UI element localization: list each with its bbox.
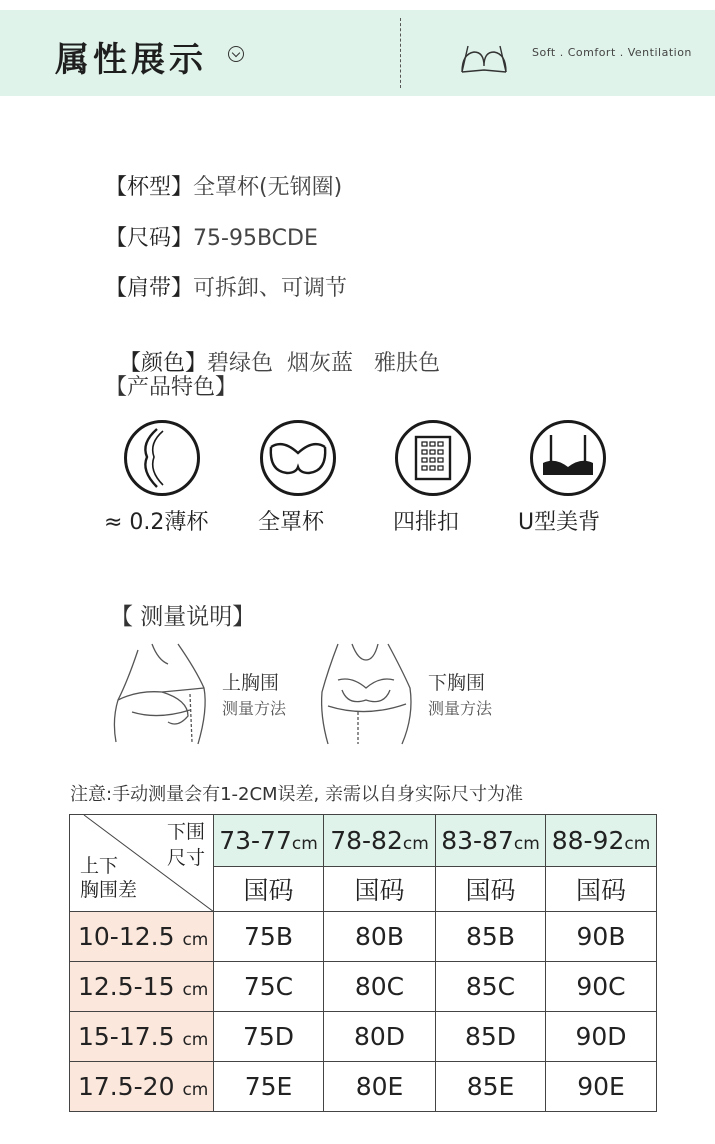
size-cell: 75C xyxy=(214,962,324,1012)
size-table xyxy=(69,814,657,1112)
bust-diff-cell: 15-17.5 cm xyxy=(70,1012,214,1062)
attr-cup-type xyxy=(105,170,342,201)
table-row xyxy=(70,912,657,962)
attr-key: 【颜色】 xyxy=(119,351,208,376)
corner-label: 尺寸 xyxy=(166,847,205,869)
feature-label: 全罩杯 xyxy=(258,510,325,535)
attr-value: 75-95BCDE xyxy=(193,226,318,251)
bust-diff-cell: 12.5-15 cm xyxy=(70,962,214,1012)
guoma-label: 国码 xyxy=(546,867,657,912)
lower-bust-label: 下胸围 xyxy=(428,672,486,694)
size-cell: 80D xyxy=(324,1012,436,1062)
attr-color xyxy=(105,321,440,377)
table-header-row xyxy=(70,815,657,867)
guoma-label: 国码 xyxy=(436,867,546,912)
size-cell: 85E xyxy=(436,1062,546,1112)
corner-label: 上下 xyxy=(80,855,119,877)
attr-value: 全罩杯(无钢圈) xyxy=(193,175,343,200)
size-cell: 85D xyxy=(436,1012,546,1062)
underbust-range: 88-92cm xyxy=(546,815,657,867)
attr-value: 碧绿色 烟灰蓝 雅肤色 xyxy=(207,351,440,376)
attr-key: 【肩带】 xyxy=(105,276,194,301)
guoma-label: 国码 xyxy=(324,867,436,912)
attr-key: 【尺码】 xyxy=(105,226,194,251)
page-title: 属性展示 xyxy=(55,40,207,80)
feature-label: ≈ 0.2薄杯 xyxy=(104,510,209,535)
bust-diff-cell: 17.5-20 cm xyxy=(70,1062,214,1112)
lower-bust-method: 测量方法 xyxy=(428,699,493,718)
lower-bust-figure xyxy=(318,640,418,748)
attr-key: 【杯型】 xyxy=(105,175,194,200)
attr-size xyxy=(105,221,318,252)
measure-note: 注意:手动测量会有1-2CM误差, 亲需以自身实际尺寸为准 xyxy=(70,784,524,805)
size-cell: 90D xyxy=(546,1012,657,1062)
upper-bust-label: 上胸围 xyxy=(222,672,280,694)
corner-label: 下围 xyxy=(166,821,205,843)
size-cell: 80B xyxy=(324,912,436,962)
table-row xyxy=(70,1062,657,1112)
table-corner-cell xyxy=(70,815,214,912)
guoma-label: 国码 xyxy=(214,867,324,912)
header-divider xyxy=(400,18,401,88)
size-cell: 90E xyxy=(546,1062,657,1112)
size-cell: 80E xyxy=(324,1062,436,1112)
underbust-range: 73-77cm xyxy=(214,815,324,867)
size-cell: 75B xyxy=(214,912,324,962)
attr-strap xyxy=(105,271,347,302)
bust-diff-cell: 10-12.5 cm xyxy=(70,912,214,962)
feature-label: 四排扣 xyxy=(393,510,460,535)
measure-title: 【 测量说明】 xyxy=(110,604,256,630)
upper-bust-figure xyxy=(108,640,218,748)
header-tagline: Soft . Comfort . Ventilation xyxy=(532,46,692,59)
corner-label: 胸围差 xyxy=(80,879,138,901)
size-cell: 85C xyxy=(436,962,546,1012)
underbust-range: 78-82cm xyxy=(324,815,436,867)
u-back-icon xyxy=(530,420,606,496)
size-cell: 75D xyxy=(214,1012,324,1062)
size-cell: 90B xyxy=(546,912,657,962)
upper-bust-method: 测量方法 xyxy=(222,699,287,718)
table-row xyxy=(70,962,657,1012)
features-title: 【产品特色】 xyxy=(105,375,238,400)
size-cell: 90C xyxy=(546,962,657,1012)
four-hook-icon xyxy=(395,420,471,496)
feature-label: U型美背 xyxy=(518,510,601,535)
attr-value: 可拆卸、可调节 xyxy=(193,276,348,301)
underbust-range: 83-87cm xyxy=(436,815,546,867)
chevron-down-icon xyxy=(228,46,244,62)
size-cell: 85B xyxy=(436,912,546,962)
size-cell: 80C xyxy=(324,962,436,1012)
header-banner xyxy=(0,10,715,96)
full-cup-icon xyxy=(260,420,336,496)
table-row xyxy=(70,1012,657,1062)
bra-icon xyxy=(458,40,510,76)
thin-cup-icon xyxy=(124,420,200,496)
size-cell: 75E xyxy=(214,1062,324,1112)
